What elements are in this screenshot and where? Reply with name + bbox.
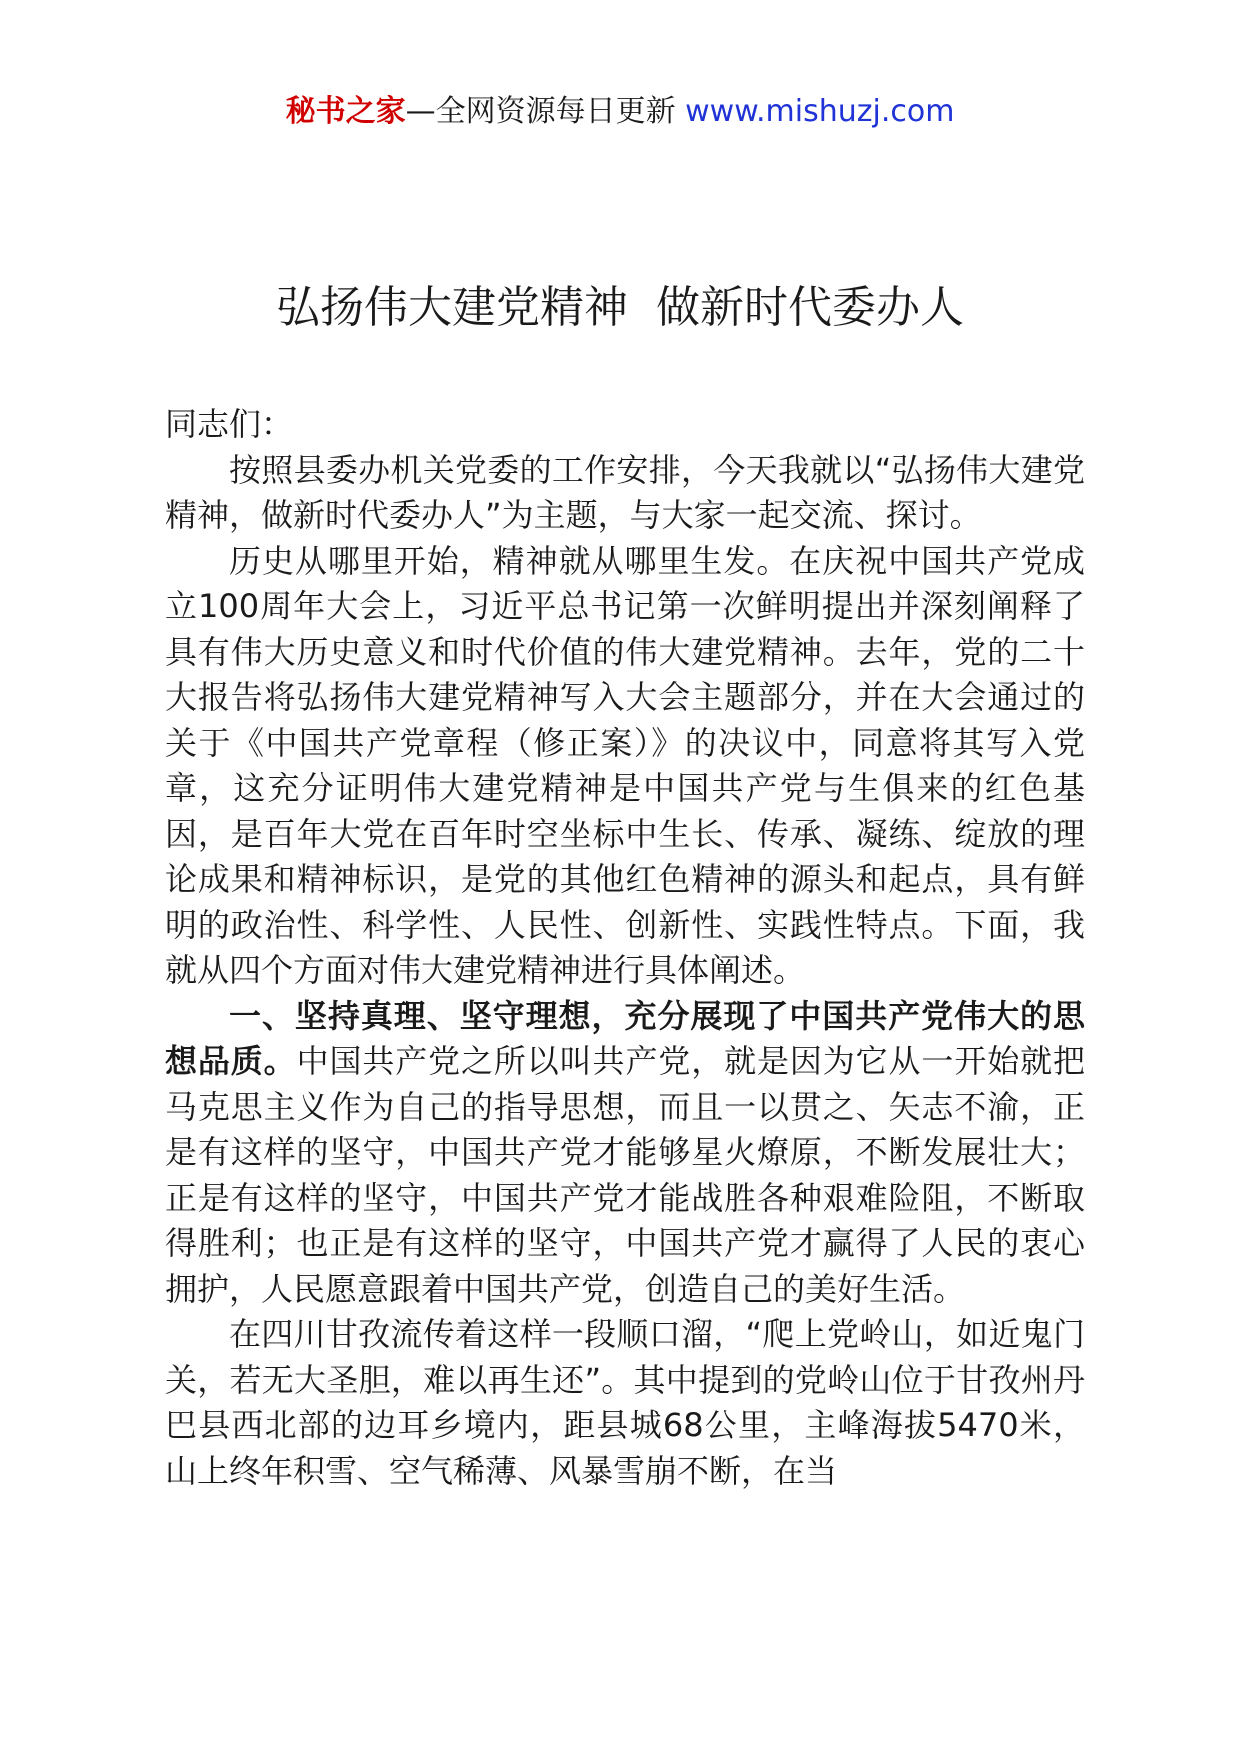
paragraph-4-text: 在四川甘孜流传着这样一段顺口溜，“爬上党岭山，如近鬼门关，若无大圣胆，难以再生还”。其中提到的党岭山位于甘孜州丹巴县西北部的边耳乡境内，距县城68公里，主峰海拔5470米，山上终年积雪、空气稀薄、风暴雪崩不断，在当: [165, 1315, 1085, 1490]
paragraph-3: [165, 994, 1085, 1313]
document-title: 弘扬伟大建党精神 做新时代委办人: [276, 282, 964, 333]
paragraph-4: [165, 1312, 1085, 1494]
site-brand: 秘书之家: [285, 94, 406, 129]
document-body: [165, 402, 1085, 1494]
paragraph-3-text: 中国共产党之所以叫共产党，就是因为它从一开始就把马克思主义作为自己的指导思想，而且一以贯之、矢志不渝，正是有这样的坚守，中国共产党才能够星火燎原，不断发展壮大；正是有这样的坚守，中国共产党才能战胜各种艰难险阻，不断取得胜利；也正是有这样的坚守，中国共产党才赢得了人民的衷心拥护，人民愿意跟着中国共产党，创造自己的美好生活。: [165, 1042, 1085, 1308]
paragraph-1-text: 按照县委办机关党委的工作安排，今天我就以“弘扬伟大建党精神，做新时代委办人”为主题，与大家一起交流、探讨。: [165, 450, 1085, 534]
paragraph-1: [165, 448, 1085, 539]
site-header: [0, 92, 1240, 132]
site-url-link[interactable]: www.mishuzj.com: [685, 94, 955, 129]
salutation: 同志们：: [165, 405, 294, 443]
section-heading-1: 一、坚持真理、坚守理想，充分展现了中国共产党伟大的思想品质。: [165, 996, 1085, 1080]
site-tagline: —全网资源每日更新: [405, 94, 686, 129]
paragraph-2: [165, 539, 1085, 994]
paragraph-2-text: 历史从哪里开始，精神就从哪里生发。在庆祝中国共产党成立100周年大会上，习近平总书记第一次鲜明提出并深刻阐释了具有伟大历史意义和时代价值的伟大建党精神。去年，党的二十大报告将弘扬伟大建党精神写入大会主题部分，并在大会通过的关于《中国共产党章程（修正案）》的决议中，同意将其写入党章，这充分证明伟大建党精神是中国共产党与生俱来的红色基因，是百年大党在百年时空坐标中生长、传承、凝练、绽放的理论成果和精神标识，是党的其他红色精神的源头和起点，具有鲜明的政治性、科学性、人民性、创新性、实践性特点。下面，我就从四个方面对伟大建党精神进行具体阐述。: [165, 541, 1085, 989]
